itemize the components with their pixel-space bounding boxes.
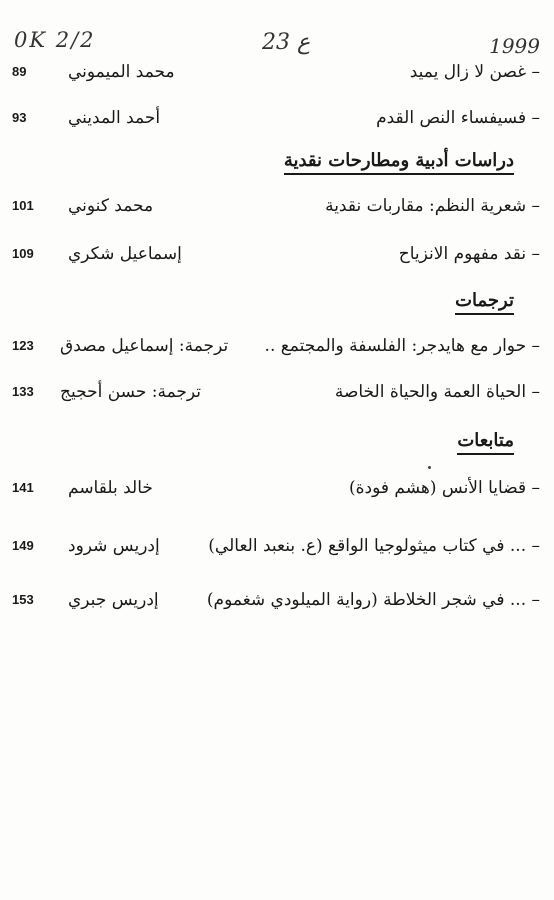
toc-entry (0, 108, 554, 138)
entry-title: – قضايا الأنس (هشم فودة) (349, 478, 540, 498)
toc-entry (0, 478, 554, 508)
toc-entry (0, 244, 554, 274)
toc-entry (0, 196, 554, 226)
section-heading-follow-ups: متابعات (457, 430, 514, 455)
toc-entry (0, 536, 554, 566)
entry-author: إدريس جبري (68, 590, 159, 610)
section-heading-literary-studies: دراسات أدبية ومطارحات نقدية (284, 150, 514, 175)
entry-author: ترجمة: إسماعيل مصدق (60, 336, 229, 356)
entry-title: – الحياة العمة والحياة الخاصة (334, 382, 540, 402)
entry-title: – حوار مع هايدجر: الفلسفة والمجتمع .. (264, 336, 540, 356)
toc-entry (0, 590, 554, 620)
entry-page-number: 133 (12, 384, 34, 399)
handwritten-note-left: 0K 2/2 (14, 28, 96, 52)
entry-title: – غصن لا زال يميد (409, 62, 540, 82)
entry-author: أحمد المديني (68, 108, 161, 128)
entry-page-number: 153 (12, 592, 34, 607)
entry-author: إسماعيل شكري (68, 244, 182, 264)
entry-author: إدريس شرود (68, 536, 160, 556)
toc-entry (0, 382, 554, 412)
ink-speck (428, 466, 431, 469)
entry-title: – نقد مفهوم الانزياح (398, 244, 540, 264)
entry-title: – شعرية النظم: مقاربات نقدية (325, 196, 540, 216)
entry-author: خالد بلقاسم (68, 478, 153, 498)
toc-entry (0, 336, 554, 366)
entry-page-number: 123 (12, 338, 34, 353)
handwritten-note-middle: 23 ع (262, 30, 311, 55)
entry-page-number: 141 (12, 480, 34, 495)
entry-author: محمد الميموني (68, 62, 175, 82)
entry-title: – ... في شجر الخلاطة (رواية الميلودي شغموم) (206, 590, 540, 610)
entry-page-number: 109 (12, 246, 34, 261)
entry-page-number: 101 (12, 198, 34, 213)
entry-page-number: 89 (12, 64, 27, 79)
entry-title: – فسيفساء النص القدم (376, 108, 540, 128)
entry-page-number: 149 (12, 538, 34, 553)
entry-page-number: 93 (12, 110, 27, 125)
entry-author: ترجمة: حسن أحجيج (60, 382, 202, 402)
handwritten-year: 1999 (489, 34, 540, 58)
entry-author: محمد كنوني (68, 196, 154, 216)
toc-entry (0, 62, 554, 92)
entry-title: – ... في كتاب ميثولوجيا الواقع (ع. بنعبد العالي) (208, 536, 540, 556)
section-heading-translations: ترجمات (455, 290, 514, 315)
